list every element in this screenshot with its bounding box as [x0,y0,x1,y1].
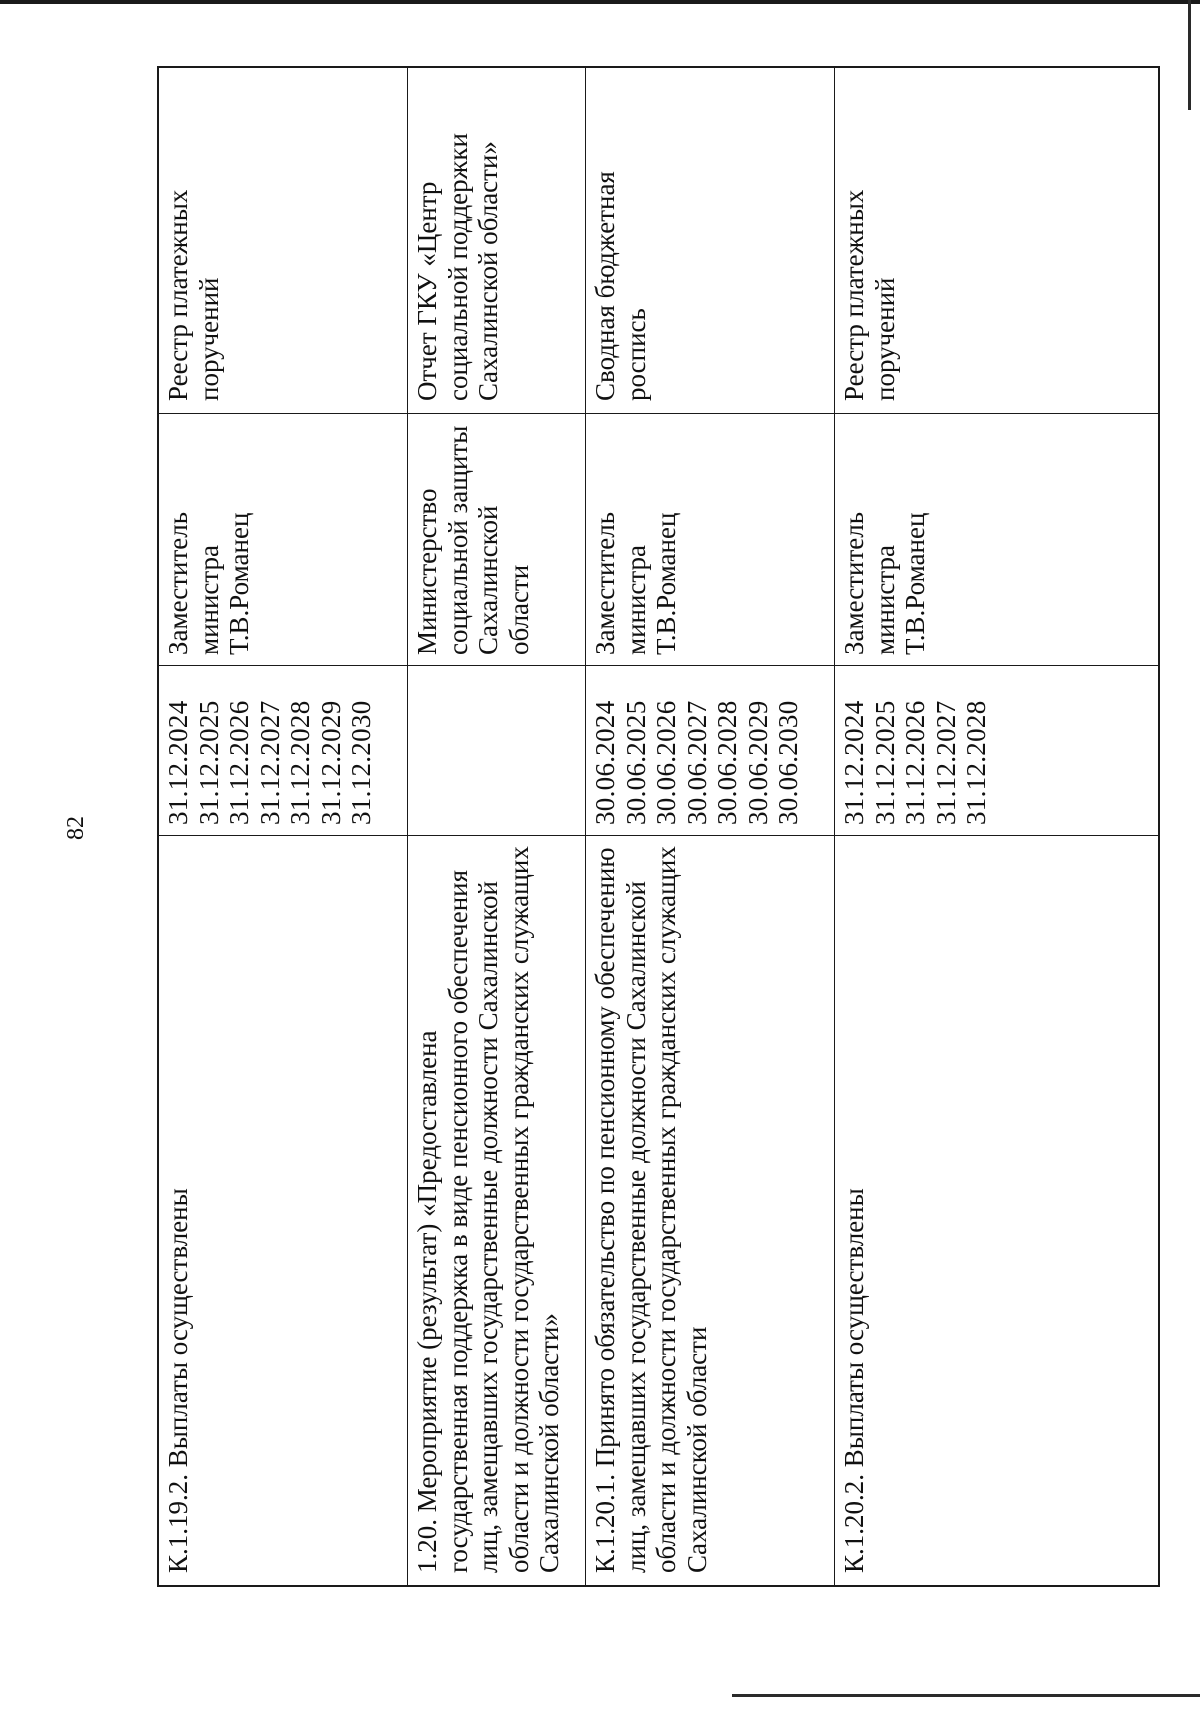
control-points-table [157,66,1160,1587]
table-cell-document: Отчет ГКУ «Центр социальной поддержки Сахалинской области» [408,68,586,413]
table-cell-responsible: Заместитель министра Т.В.Романец [159,413,408,665]
table-cell-document: Сводная бюджетная роспись [586,68,835,413]
table-cell-document: Реестр платежных поручений [159,68,408,413]
table-cell-item: К.1.20.1. Принято обязательство по пенсионному обеспечению лиц, замещавших государственные должности Сахалинской области и должности государственных гражданских служащих Сахалинской области [586,835,835,1585]
table-cell-responsible: Министерство социальной защиты Сахалинской области [408,413,586,665]
table-cell-dates: 31.12.2024 31.12.2025 31.12.2026 31.12.2027 31.12.2028 31.12.2029 31.12.2030 [159,665,408,835]
scan-border-right [1188,0,1191,110]
table-cell-item: К.1.20.2. Выплаты осуществлены [835,835,1158,1585]
table-cell-dates: 31.12.2024 31.12.2025 31.12.2026 31.12.2027 31.12.2028 [835,665,1158,835]
table-cell-responsible: Заместитель министра Т.В.Романец [835,413,1158,665]
table-cell-dates [408,665,586,835]
table-cell-item: 1.20. Мероприятие (результат) «Предоставлена государственная поддержка в виде пенсионного обеспечения лиц, замещавших государственные должности Сахалинской области и должности государственных гражданских служащих Сахалинской области» [408,835,586,1585]
table-cell-dates: 30.06.2024 30.06.2025 30.06.2026 30.06.2027 30.06.2028 30.06.2029 30.06.2030 [586,665,835,835]
table-wrapper [157,66,1160,1587]
table-cell-document: Реестр платежных поручений [839,189,900,401]
scan-border-bottom [732,1694,1200,1697]
table-cell-responsible: Заместитель министра Т.В.Романец [586,413,835,665]
scan-border-top [0,0,1200,4]
table-cell-item: К.1.19.2. Выплаты осуществлены [159,835,408,1585]
page-number: 82 [62,816,89,840]
